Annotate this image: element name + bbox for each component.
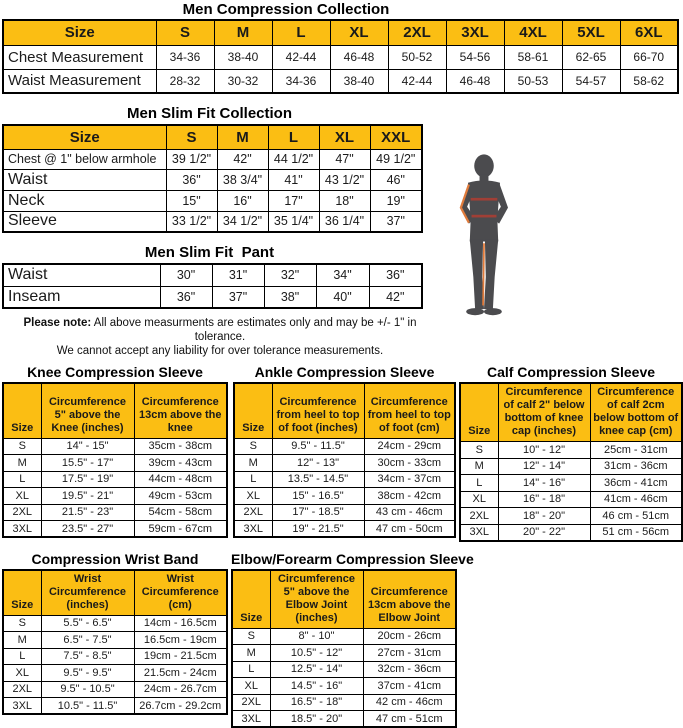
column-header: Wrist Circumference (inches) bbox=[41, 570, 134, 616]
cm-cell: 44cm - 48cm bbox=[134, 471, 227, 488]
measurement-cell: 58-62 bbox=[620, 69, 678, 93]
table-row bbox=[3, 169, 422, 190]
size-cell: XL bbox=[460, 491, 498, 508]
measurement-cell: 50-53 bbox=[504, 69, 562, 93]
table-row bbox=[460, 442, 682, 459]
tolerance-note bbox=[0, 316, 440, 358]
inches-cell: 12" - 13" bbox=[272, 455, 364, 472]
measurement-cell: 40" bbox=[316, 286, 369, 308]
men-compression-title: Men Compression Collection bbox=[0, 0, 572, 19]
measurement-cell: 30" bbox=[160, 264, 212, 286]
men-compression-table bbox=[2, 19, 679, 94]
cm-cell: 31cm - 36cm bbox=[590, 458, 682, 475]
table-row bbox=[460, 458, 682, 475]
cm-cell: 35cm - 38cm bbox=[134, 438, 227, 455]
size-cell: 2XL bbox=[460, 508, 498, 525]
size-cell: S bbox=[460, 442, 498, 459]
cm-cell: 38cm - 42cm bbox=[364, 488, 455, 505]
header-row bbox=[3, 383, 227, 438]
measurement-cell: 18" bbox=[319, 190, 370, 211]
inches-cell: 23.5" - 27" bbox=[41, 521, 134, 538]
elbow-body bbox=[232, 628, 456, 727]
man-silhouette-figure bbox=[444, 145, 524, 329]
size-cell: S bbox=[3, 438, 41, 455]
measurement-cell: 16" bbox=[217, 190, 268, 211]
header-row bbox=[3, 125, 422, 149]
size-column-header: M bbox=[214, 20, 272, 45]
size-cell: XL bbox=[3, 665, 41, 682]
inches-cell: 10.5" - 12" bbox=[270, 645, 363, 662]
cm-cell: 54cm - 58cm bbox=[134, 504, 227, 521]
inches-cell: 19.5" - 21" bbox=[41, 488, 134, 505]
inches-cell: 10" - 12" bbox=[498, 442, 590, 459]
measurement-cell: 46-48 bbox=[330, 45, 388, 69]
header-row bbox=[460, 383, 682, 442]
measurement-cell: 36" bbox=[166, 169, 217, 190]
measurement-cell: 38" bbox=[264, 286, 316, 308]
size-cell: L bbox=[232, 661, 270, 678]
size-cell: 2XL bbox=[232, 694, 270, 711]
measurement-cell: 33 1/2" bbox=[166, 211, 217, 232]
size-column-header: L bbox=[268, 125, 319, 149]
table-row bbox=[232, 645, 456, 662]
row-label: Chest @ 1" below armhole bbox=[3, 149, 166, 169]
measurement-cell: 46-48 bbox=[446, 69, 504, 93]
table-row bbox=[3, 455, 227, 472]
table-row bbox=[460, 491, 682, 508]
cm-cell: 16.5cm - 19cm bbox=[134, 632, 227, 649]
table-row bbox=[3, 286, 422, 308]
size-column-header: M bbox=[217, 125, 268, 149]
table-row bbox=[3, 698, 227, 715]
cm-cell: 42 cm - 46cm bbox=[363, 694, 456, 711]
column-header: Circumference 5" above the Elbow Joint (inches) bbox=[270, 570, 363, 629]
measurement-cell: 31" bbox=[212, 264, 264, 286]
measurement-cell: 34-36 bbox=[272, 69, 330, 93]
measurement-cell: 28-32 bbox=[156, 69, 214, 93]
measurement-cell: 42-44 bbox=[272, 45, 330, 69]
measurement-cell: 38 3/4" bbox=[217, 169, 268, 190]
size-cell: 2XL bbox=[234, 504, 272, 521]
size-cell: M bbox=[3, 455, 41, 472]
knee-body bbox=[3, 438, 227, 537]
size-cell: L bbox=[234, 471, 272, 488]
inches-cell: 9.5" - 11.5" bbox=[272, 438, 364, 455]
cm-cell: 59cm - 67cm bbox=[134, 521, 227, 538]
column-header: Circumference 13cm above the Elbow Joint bbox=[363, 570, 456, 629]
table-row bbox=[234, 521, 455, 538]
table-row bbox=[3, 69, 678, 93]
size-cell: L bbox=[3, 648, 41, 665]
size-cell: XL bbox=[234, 488, 272, 505]
inches-cell: 21.5" - 23" bbox=[41, 504, 134, 521]
inches-cell: 14" - 16" bbox=[498, 475, 590, 492]
inches-cell: 12.5" - 14" bbox=[270, 661, 363, 678]
inches-cell: 7.5" - 8.5" bbox=[41, 648, 134, 665]
table-row bbox=[3, 665, 227, 682]
inches-cell: 9.5" - 10.5" bbox=[41, 681, 134, 698]
cm-cell: 25cm - 31cm bbox=[590, 442, 682, 459]
calf-title: Calf Compression Sleeve bbox=[459, 364, 683, 380]
measurement-cell: 15" bbox=[166, 190, 217, 211]
table-row bbox=[3, 615, 227, 632]
note-label: Please note: bbox=[23, 317, 91, 329]
measurement-cell: 36" bbox=[160, 286, 212, 308]
men-compression-body bbox=[3, 45, 678, 93]
measurement-cell: 35 1/4" bbox=[268, 211, 319, 232]
table-row bbox=[3, 488, 227, 505]
size-column-header: 4XL bbox=[504, 20, 562, 45]
table-row bbox=[3, 264, 422, 286]
table-row bbox=[234, 504, 455, 521]
table-row bbox=[3, 438, 227, 455]
table-row bbox=[3, 632, 227, 649]
waist-measure-line bbox=[472, 215, 497, 218]
row-label: Waist Measurement bbox=[3, 69, 156, 93]
knee-section bbox=[2, 364, 228, 542]
measurement-cell: 34-36 bbox=[156, 45, 214, 69]
measurement-cell: 50-52 bbox=[388, 45, 446, 69]
men-slim-fit-body bbox=[3, 149, 422, 232]
slim-fit-column bbox=[0, 105, 440, 358]
row-label: Sleeve bbox=[3, 211, 166, 232]
inches-cell: 5.5" - 6.5" bbox=[41, 615, 134, 632]
size-column-header: L bbox=[272, 20, 330, 45]
cm-cell: 34cm - 37cm bbox=[364, 471, 455, 488]
measurement-cell: 58-61 bbox=[504, 45, 562, 69]
table-row bbox=[3, 211, 422, 232]
cm-cell: 47 cm - 50cm bbox=[364, 521, 455, 538]
table-row bbox=[3, 681, 227, 698]
men-slim-fit-header bbox=[3, 125, 422, 149]
calf-body bbox=[460, 442, 682, 541]
header-row bbox=[232, 570, 456, 629]
column-header: Size bbox=[3, 383, 41, 438]
cm-cell: 36cm - 41cm bbox=[590, 475, 682, 492]
note-text: All above measurments are estimates only and may be +/- 1" in tolerance. bbox=[91, 317, 416, 343]
size-column-header: 5XL bbox=[562, 20, 620, 45]
measurement-cell: 38-40 bbox=[214, 45, 272, 69]
measurement-cell: 34" bbox=[316, 264, 369, 286]
table-row bbox=[232, 694, 456, 711]
ankle-table bbox=[233, 382, 456, 538]
table-row bbox=[3, 471, 227, 488]
inches-cell: 13.5" - 14.5" bbox=[272, 471, 364, 488]
size-column-header: Size bbox=[3, 125, 166, 149]
size-cell: 3XL bbox=[3, 698, 41, 715]
ankle-body bbox=[234, 438, 455, 537]
men-slim-fit-table bbox=[2, 124, 423, 233]
inches-cell: 18.5" - 20" bbox=[270, 711, 363, 728]
measurement-cell: 43 1/2" bbox=[319, 169, 370, 190]
sleeve-tables-row bbox=[2, 364, 677, 542]
column-header: Circumference from heel to top of foot (cm) bbox=[364, 383, 455, 438]
size-column-header: XL bbox=[330, 20, 388, 45]
table-row bbox=[460, 475, 682, 492]
table-row bbox=[460, 508, 682, 525]
measurement-cell: 17" bbox=[268, 190, 319, 211]
table-row bbox=[234, 455, 455, 472]
measurement-cell: 47" bbox=[319, 149, 370, 169]
row-label: Waist bbox=[3, 264, 160, 286]
size-cell: L bbox=[460, 475, 498, 492]
size-column-header: 6XL bbox=[620, 20, 678, 45]
cm-cell: 19cm - 21.5cm bbox=[134, 648, 227, 665]
table-row bbox=[232, 678, 456, 695]
cm-cell: 47 cm - 51cm bbox=[363, 711, 456, 728]
inches-cell: 16" - 18" bbox=[498, 491, 590, 508]
table-row bbox=[232, 711, 456, 728]
size-cell: 3XL bbox=[3, 521, 41, 538]
measurement-cell: 38-40 bbox=[330, 69, 388, 93]
elbow-table bbox=[231, 569, 457, 728]
inches-cell: 12" - 14" bbox=[498, 458, 590, 475]
size-cell: 3XL bbox=[232, 711, 270, 728]
knee-table bbox=[2, 382, 228, 538]
wrist-section bbox=[2, 551, 228, 728]
inches-cell: 18" - 20" bbox=[498, 508, 590, 525]
measurement-cell: 36 1/4" bbox=[319, 211, 370, 232]
note-line-2: We cannot accept any liability for over tolerance measurements. bbox=[0, 344, 440, 358]
inches-cell: 17" - 18.5" bbox=[272, 504, 364, 521]
elbow-section bbox=[231, 551, 474, 728]
cm-cell: 49cm - 53cm bbox=[134, 488, 227, 505]
row-label: Inseam bbox=[3, 286, 160, 308]
size-cell: M bbox=[234, 455, 272, 472]
measurement-cell: 46" bbox=[370, 169, 422, 190]
table-row bbox=[3, 648, 227, 665]
cm-cell: 21.5cm - 24cm bbox=[134, 665, 227, 682]
inches-cell: 20" - 22" bbox=[498, 524, 590, 541]
cm-cell: 20cm - 26cm bbox=[363, 628, 456, 645]
column-header: Size bbox=[3, 570, 41, 616]
cm-cell: 46 cm - 51cm bbox=[590, 508, 682, 525]
wrist-title: Compression Wrist Band bbox=[2, 551, 228, 567]
inseam-measure-line bbox=[483, 243, 484, 305]
cm-cell: 14cm - 16.5cm bbox=[134, 615, 227, 632]
mid-region bbox=[0, 105, 679, 358]
column-header: Circumference 5" above the Knee (inches) bbox=[41, 383, 134, 438]
measurement-cell: 42-44 bbox=[388, 69, 446, 93]
cm-cell: 51 cm - 56cm bbox=[590, 524, 682, 541]
size-cell: 3XL bbox=[234, 521, 272, 538]
measurement-cell: 39 1/2" bbox=[166, 149, 217, 169]
size-column-header: XL bbox=[319, 125, 370, 149]
ankle-section bbox=[233, 364, 456, 542]
cm-cell: 24cm - 26.7cm bbox=[134, 681, 227, 698]
measurement-cell: 41" bbox=[268, 169, 319, 190]
measurement-cell: 42" bbox=[217, 149, 268, 169]
size-cell: XL bbox=[3, 488, 41, 505]
cm-cell: 37cm - 41cm bbox=[363, 678, 456, 695]
inches-cell: 14.5" - 16" bbox=[270, 678, 363, 695]
inches-cell: 19" - 21.5" bbox=[272, 521, 364, 538]
note-line-1 bbox=[0, 316, 440, 344]
size-cell: XL bbox=[232, 678, 270, 695]
size-column-header: S bbox=[166, 125, 217, 149]
table-row bbox=[234, 471, 455, 488]
men-slim-fit-pant-body bbox=[3, 264, 422, 308]
men-slim-fit-pant-table bbox=[2, 263, 423, 309]
table-row bbox=[3, 45, 678, 69]
measurement-cell: 42" bbox=[369, 286, 422, 308]
wrist-table bbox=[2, 569, 228, 716]
ankle-title: Ankle Compression Sleeve bbox=[233, 364, 456, 380]
column-header: Circumference of calf 2cm below bottom of knee cap (cm) bbox=[590, 383, 682, 442]
size-cell: S bbox=[3, 615, 41, 632]
cm-cell: 32cm - 36cm bbox=[363, 661, 456, 678]
size-cell: L bbox=[3, 471, 41, 488]
men-slim-fit-pant-title: Men Slim Fit Pant bbox=[0, 244, 419, 262]
row-label: Neck bbox=[3, 190, 166, 211]
header-row bbox=[3, 20, 678, 45]
table-row bbox=[234, 488, 455, 505]
cm-cell: 26.7cm - 29.2cm bbox=[134, 698, 227, 715]
measurement-cell: 36" bbox=[369, 264, 422, 286]
measurement-cell: 34 1/2" bbox=[217, 211, 268, 232]
measurement-cell: 30-32 bbox=[214, 69, 272, 93]
table-row bbox=[3, 504, 227, 521]
inches-cell: 8" - 10" bbox=[270, 628, 363, 645]
cm-cell: 27cm - 31cm bbox=[363, 645, 456, 662]
measurement-cell: 49 1/2" bbox=[370, 149, 422, 169]
inches-cell: 14" - 15" bbox=[41, 438, 134, 455]
measurement-cell: 44 1/2" bbox=[268, 149, 319, 169]
measurement-cell: 54-57 bbox=[562, 69, 620, 93]
column-header: Wrist Circumference (cm) bbox=[134, 570, 227, 616]
size-cell: 2XL bbox=[3, 504, 41, 521]
size-cell: M bbox=[460, 458, 498, 475]
size-cell: S bbox=[234, 438, 272, 455]
cm-cell: 43 cm - 46cm bbox=[364, 504, 455, 521]
inches-cell: 15" - 16.5" bbox=[272, 488, 364, 505]
header-row bbox=[234, 383, 455, 438]
inches-cell: 17.5" - 19" bbox=[41, 471, 134, 488]
measurement-cell: 37" bbox=[370, 211, 422, 232]
wrist-body bbox=[3, 615, 227, 714]
measurement-cell: 37" bbox=[212, 286, 264, 308]
calf-table bbox=[459, 382, 683, 542]
inches-cell: 15.5" - 17" bbox=[41, 455, 134, 472]
cm-cell: 39cm - 43cm bbox=[134, 455, 227, 472]
table-row bbox=[3, 521, 227, 538]
measurement-cell: 32" bbox=[264, 264, 316, 286]
man-silhouette-icon bbox=[444, 145, 524, 329]
column-header: Circumference of calf 2" below bottom of knee cap (inches) bbox=[498, 383, 590, 442]
size-column-header: XXL bbox=[370, 125, 422, 149]
measurement-cell: 66-70 bbox=[620, 45, 678, 69]
column-header: Circumference 13cm above the knee bbox=[134, 383, 227, 438]
cm-cell: 30cm - 33cm bbox=[364, 455, 455, 472]
header-row bbox=[3, 570, 227, 616]
size-cell: 3XL bbox=[460, 524, 498, 541]
row-label: Waist bbox=[3, 169, 166, 190]
column-header: Size bbox=[234, 383, 272, 438]
men-slim-fit-title: Men Slim Fit Collection bbox=[0, 105, 419, 123]
size-cell: 2XL bbox=[3, 681, 41, 698]
size-column-header: S bbox=[156, 20, 214, 45]
table-row bbox=[3, 190, 422, 211]
calf-section bbox=[459, 364, 683, 542]
table-row bbox=[234, 438, 455, 455]
knee-title: Knee Compression Sleeve bbox=[2, 364, 228, 380]
elbow-title: Elbow/Forearm Compression Sleeve bbox=[231, 551, 474, 567]
column-header: Size bbox=[460, 383, 498, 442]
size-column-header: Size bbox=[3, 20, 156, 45]
table-row bbox=[232, 661, 456, 678]
cm-cell: 24cm - 29cm bbox=[364, 438, 455, 455]
band-tables-row bbox=[2, 551, 677, 728]
size-column-header: 2XL bbox=[388, 20, 446, 45]
size-column-header: 3XL bbox=[446, 20, 504, 45]
measurement-cell: 62-65 bbox=[562, 45, 620, 69]
column-header: Size bbox=[232, 570, 270, 629]
size-cell: M bbox=[3, 632, 41, 649]
row-label: Chest Measurement bbox=[3, 45, 156, 69]
inches-cell: 6.5" - 7.5" bbox=[41, 632, 134, 649]
size-cell: S bbox=[232, 628, 270, 645]
table-row bbox=[3, 149, 422, 169]
table-row bbox=[460, 524, 682, 541]
inches-cell: 10.5" - 11.5" bbox=[41, 698, 134, 715]
column-header: Circumference from heel to top of foot (inches) bbox=[272, 383, 364, 438]
measurement-cell: 54-56 bbox=[446, 45, 504, 69]
measurement-cell: 19" bbox=[370, 190, 422, 211]
cm-cell: 41cm - 46cm bbox=[590, 491, 682, 508]
size-cell: M bbox=[232, 645, 270, 662]
inches-cell: 16.5" - 18" bbox=[270, 694, 363, 711]
chest-measure-line bbox=[471, 198, 498, 201]
men-compression-header bbox=[3, 20, 678, 45]
inches-cell: 9.5" - 9.5" bbox=[41, 665, 134, 682]
table-row bbox=[232, 628, 456, 645]
